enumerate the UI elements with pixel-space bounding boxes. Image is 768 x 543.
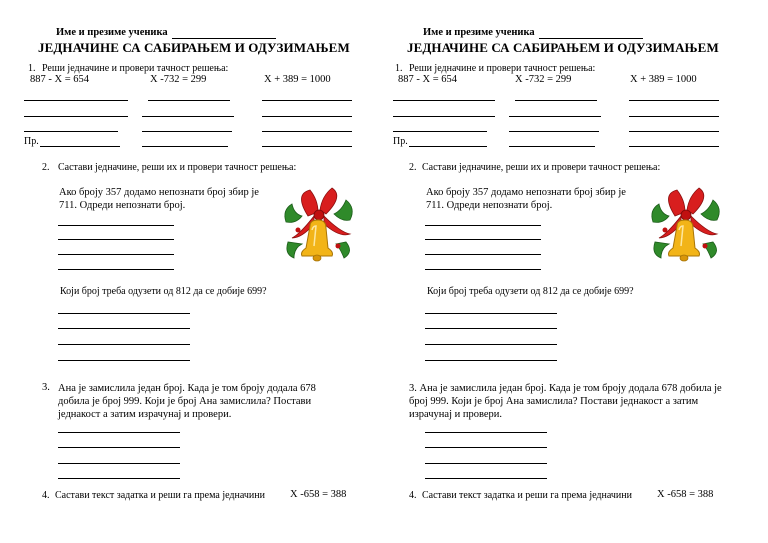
answer-line[interactable] [425,239,541,240]
answer-line[interactable] [262,100,352,101]
answer-line[interactable] [24,116,128,117]
task2-problem-a: Ако броју 357 додамо непознати број збир је 711. Одреди непознати број. [59,187,259,211]
task4-equation: X -658 = 388 [657,489,714,500]
answer-line[interactable] [58,360,190,361]
task3-body: Ана је замислила један број. Када је том броју додала 678 добила је број 999. Који је број Ана замислила? Постави једнакост а затим израчунај и провери. [409,383,722,420]
answer-line[interactable] [425,344,557,345]
answer-line[interactable] [142,131,232,132]
answer-line[interactable] [58,478,180,479]
answer-line[interactable] [425,313,557,314]
answer-line[interactable] [142,116,234,117]
christmas-bell-icon [647,186,725,268]
check-line[interactable] [629,146,719,147]
check-line[interactable] [509,146,595,147]
answer-line[interactable] [393,100,495,101]
worksheet-title: ЈЕДНАЧИНЕ СА САБИРАЊЕМ И ОДУЗИМАЊЕМ [407,40,719,55]
answer-line[interactable] [629,100,719,101]
answer-line[interactable] [425,478,547,479]
check-line[interactable] [40,146,120,147]
answer-line[interactable] [425,254,541,255]
answer-line[interactable] [58,269,174,270]
answer-line[interactable] [58,313,190,314]
check-line[interactable] [409,146,487,147]
task2-problem-b: Који број треба одузети од 812 да се добије 699? [60,286,267,297]
answer-line[interactable] [58,225,174,226]
answer-line[interactable] [425,463,547,464]
task4-number: 4. [409,490,417,501]
task1-number: 1. [28,63,36,74]
task1-instruction: Реши једначине и провери тачност решења: [42,63,229,74]
answer-line[interactable] [58,432,180,433]
task1-number: 1. [395,63,403,74]
answer-line[interactable] [58,254,174,255]
equation-1: 887 - X = 654 [398,74,458,85]
answer-line[interactable] [425,360,557,361]
student-name-label: Име и презиме ученика [56,27,168,38]
answer-line[interactable] [425,269,541,270]
task4-text: Састави текст задатка и реши га према једначини [422,490,632,501]
answer-line[interactable] [24,131,118,132]
check-label: Пр. [24,136,39,147]
answer-line[interactable] [425,432,547,433]
answer-line[interactable] [629,116,719,117]
answer-line[interactable] [393,116,495,117]
task2-problem-a: Ако броју 357 додамо непознати број збир је 711. Одреди непознати број. [426,187,626,211]
answer-line[interactable] [425,447,547,448]
task4-text: Састави текст задатка и реши га према једначини [55,490,265,501]
task2-number: 2. [42,162,50,173]
answer-line[interactable] [629,131,719,132]
task4-number: 4. [42,490,50,501]
equation-3: X + 389 = 1000 [630,74,697,85]
answer-line[interactable] [515,100,597,101]
task2-problem-b: Који број треба одузети од 812 да се добије 699? [427,286,634,297]
task3-number: 3. [409,383,417,394]
equation-2: X -732 = 299 [150,74,207,85]
task4-equation: X -658 = 388 [290,489,347,500]
christmas-bell-icon [280,186,358,268]
answer-line[interactable] [148,100,230,101]
check-line[interactable] [142,146,228,147]
answer-line[interactable] [509,131,599,132]
student-name-field[interactable] [539,38,643,39]
answer-line[interactable] [425,328,557,329]
equation-1: 887 - X = 654 [30,74,90,85]
worksheet-title: ЈЕДНАЧИНЕ СА САБИРАЊЕМ И ОДУЗИМАЊЕМ [38,40,350,55]
equation-2: X -732 = 299 [515,74,572,85]
task3-text [409,382,741,421]
task2-instruction: Састави једначине, реши их и провери тачност решења: [422,162,661,173]
answer-line[interactable] [24,100,128,101]
answer-line[interactable] [58,328,190,329]
answer-line[interactable] [58,239,174,240]
task2-instruction: Састави једначине, реши их и провери тачност решења: [58,162,297,173]
answer-line[interactable] [262,116,352,117]
answer-line[interactable] [262,131,352,132]
check-line[interactable] [262,146,352,147]
student-name-field[interactable] [172,38,276,39]
check-label: Пр. [393,136,408,147]
answer-line[interactable] [393,131,487,132]
task3-number: 3. [42,382,50,393]
answer-line[interactable] [58,463,180,464]
worksheet-right [367,0,751,543]
answer-line[interactable] [58,447,180,448]
answer-line[interactable] [425,225,541,226]
student-name-label: Име и презиме ученика [423,27,535,38]
answer-line[interactable] [509,116,601,117]
answer-line[interactable] [58,344,190,345]
task1-instruction: Реши једначине и провери тачност решења: [409,63,596,74]
task2-number: 2. [409,162,417,173]
task3-text: Ана је замислила један број. Када је том броју додала 678 добила је број 999. Који је број Ана замислила? Постави једнакост а затим израчунај и провери. [58,383,316,420]
equation-3: X + 389 = 1000 [264,74,331,85]
